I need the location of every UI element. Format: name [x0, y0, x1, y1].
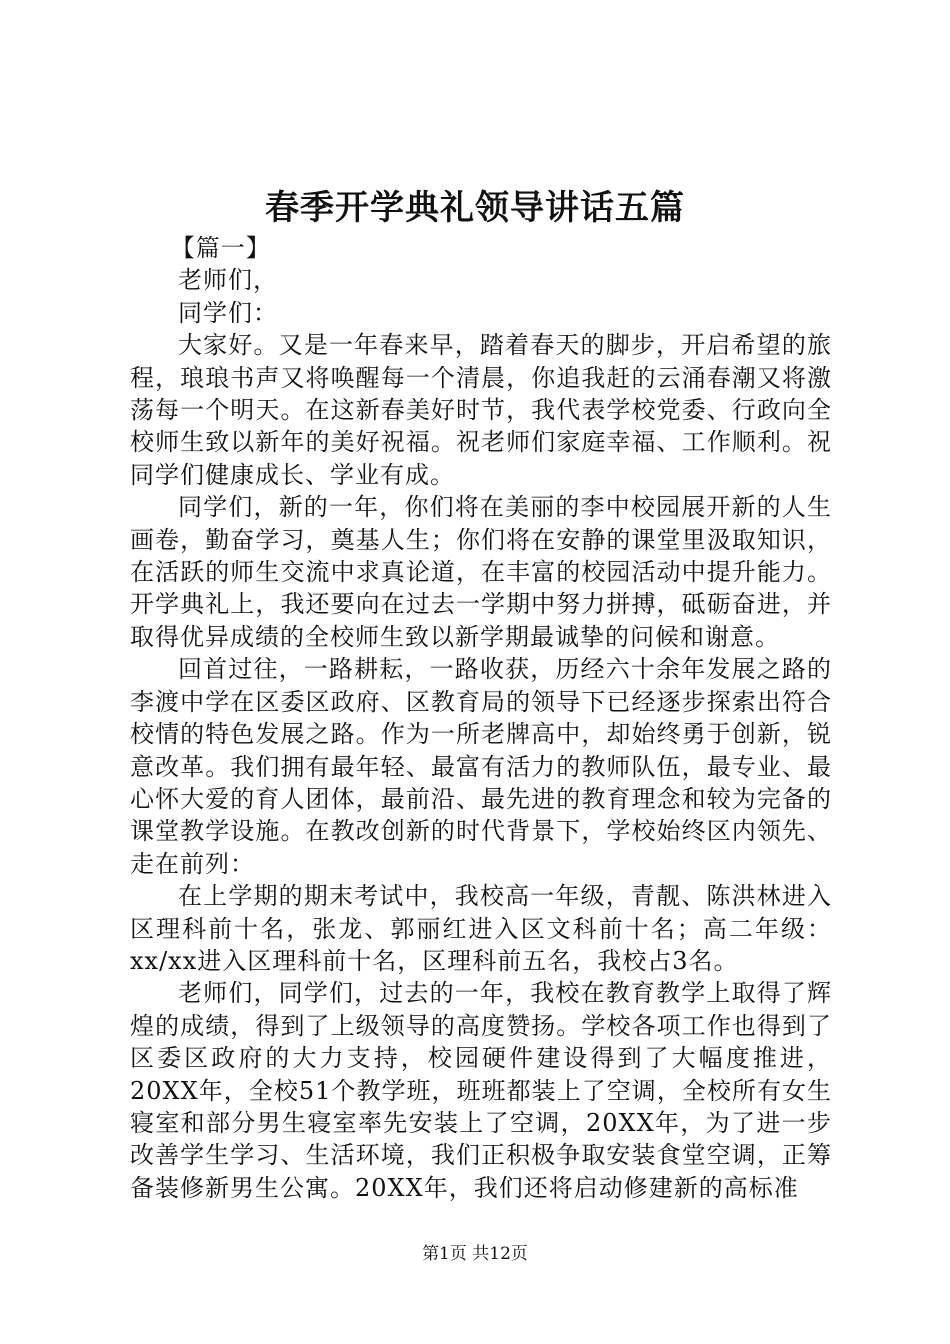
document-title: 春季开学典礼领导讲话五篇	[265, 188, 685, 228]
body-paragraph: 在上学期的期末考试中，我校高一年级，青靓、陈洪林进入区理科前十名，张龙、郭丽红进入区文科前十名；高二年级：xx/xx进入区理科前十名，区理科前五名，我校占3名。	[130, 882, 832, 975]
salutation-teachers: 老师们，	[178, 266, 278, 295]
body-paragraph: 老师们，同学们，过去的一年，我校在教育教学上取得了辉煌的成绩，得到了上级领导的高度赞扬。学校各项工作也得到了区委区政府的大力支持，校园硬件建设得到了大幅度推进，20XX年，全校51个教学班，班班都装上了空调，全校所有女生寝室和部分男生寝室率先安装上了空调，20XX年，为了进一步改善学生学习、生活环境，我们正积极争取安装食堂空调，正筹备装修新男生公寓。20XX年，我们还将启动修建新的高标准	[130, 979, 832, 1202]
body-paragraph: 同学们，新的一年，你们将在美丽的李中校园展开新的人生画卷，勤奋学习，奠基人生；你们将在安静的课堂里汲取知识，在活跃的师生交流中求真论道，在丰富的校园活动中提升能力。开学典礼上，我还要向在过去一学期中努力拼搏，砥砺奋进，并取得优异成绩的全校师生致以新学期最诚挚的问候和谢意。	[130, 493, 832, 651]
body-paragraph: 大家好。又是一年春来早，踏着春天的脚步，开启希望的旅程，琅琅书声又将唤醒每一个清晨，你追我赶的云涌春潮又将激荡每一个明天。在这新春美好时节，我代表学校党委、行政向全校师生致以新年的美好祝福。祝老师们家庭幸福、工作顺利。祝同学们健康成长、学业有成。	[130, 331, 832, 489]
section-heading: 【篇一】	[170, 234, 271, 262]
document-body	[130, 232, 832, 1204]
salutation-students: 同学们：	[178, 298, 278, 327]
page-footer: 第1页 共12页	[422, 1244, 528, 1264]
body-paragraph: 回首过往，一路耕耘，一路收获，历经六十余年发展之路的李渡中学在区委区政府、区教育局的领导下已经逐步探索出符合校情的特色发展之路。作为一所老牌高中，却始终勇于创新，锐意改革。我们拥有最年轻、最富有活力的教师队伍，最专业、最心怀大爱的育人团体，最前沿、最先进的教育理念和较为完备的课堂教学设施。在教改创新的时代背景下，学校始终区内领先、走在前列：	[130, 655, 832, 878]
